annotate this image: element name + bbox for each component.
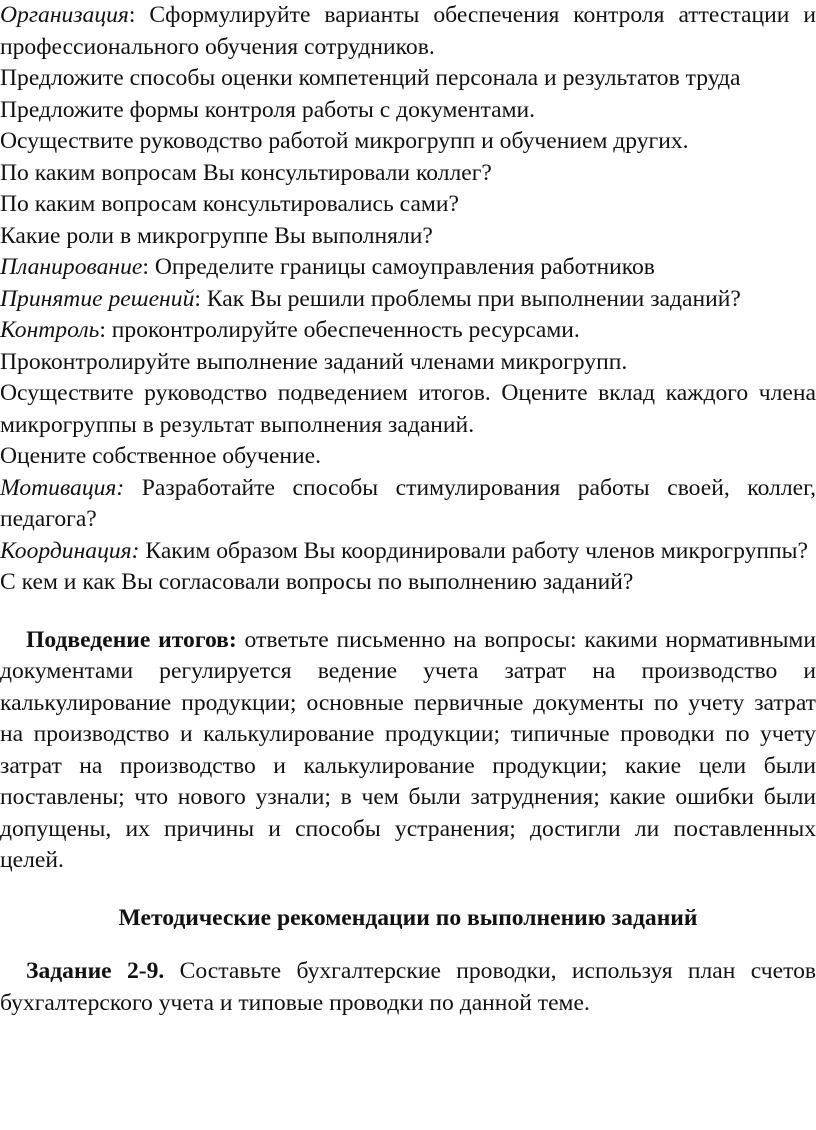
text-decisions: : Как Вы решили проблемы при выполнении заданий? [194,285,741,312]
label-summary: Подведение итогов: [26,626,237,653]
label-organization: Организация [0,2,129,28]
label-control: Контроль [0,317,100,343]
paragraph-motivation [0,473,816,536]
text-organization: : Сформулируйте варианты обеспечения контроля аттестации и профессионального обучения сотрудников. [0,2,816,60]
text-motivation: Разработайте способы стимулирования работы своей, коллег, педагога? [0,474,816,532]
paragraph-organization [0,0,816,63]
label-planning: Планирование [0,254,143,280]
section-heading: Методические рекомендации по выполнению заданий [118,904,698,931]
paragraph-consulted-colleagues: По каким вопросам Вы консультировали коллег? [0,159,492,186]
text-task: Составьте бухгалтерские проводки, используя план счетов бухгалтерского учета и типовые проводки по данной теме. [0,958,816,1016]
spacer [0,599,816,625]
paragraph-documents-control: Предложите формы контроля работы с документами. [0,96,536,123]
spacer [0,934,816,956]
paragraph-competence: Предложите способы оценки компетенций персонала и результатов труда [0,65,741,91]
paragraph-summary [0,625,816,877]
label-decisions: Принятие решений [0,285,195,312]
paragraph-summary-lead: Осуществите руководство подведением итогов. Оцените вклад каждого члена микрогруппы в результат выполнения заданий. [0,380,816,438]
paragraph-decisions [0,284,816,316]
label-coordination: Координация: [0,537,140,564]
paragraph-agreement: С кем и как Вы согласовали вопросы по выполнению заданий? [0,569,634,595]
spacer [0,877,816,903]
paragraph-self-learning: Оцените собственное обучение. [0,443,321,469]
paragraph-planning [0,252,816,284]
text-summary: ответьте письменно на вопросы: какими нормативными документами регулируется ведение учета затрат на производство и калькулирование продукции; основные первичные документы по учету затрат на производство и калькулирование продукции; типичные проводки по учету затрат на производство и калькулирование продукции; какие цели были поставлены; что нового узнали; в чем были затруднения; какие ошибки были допущены, их причины и способы устранения; достигли ли поставленных целей. [0,626,816,873]
paragraph-roles: Какие роли в микрогруппе Вы выполняли? [0,222,433,249]
text-planning: : Определите границы самоуправления работников [142,254,655,280]
paragraph-task [0,956,816,1019]
text-control: : проконтролируйте обеспеченность ресурсами. [99,317,580,343]
paragraph-coordination [0,536,816,568]
paragraph-microgroup-lead: Осуществите руководство работой микрогрупп и обучением других. [0,128,689,154]
label-task: Задание 2-9. [26,958,165,984]
paragraph-control [0,315,816,347]
paragraph-consulted-self: По каким вопросам консультировались сами? [0,191,459,217]
text-coordination: Каким образом Вы координировали работу членов микрогруппы? [139,537,808,564]
paragraph-task-control: Проконтролируйте выполнение заданий членами микрогрупп. [0,348,628,375]
label-motivation: Мотивация: [0,474,125,501]
